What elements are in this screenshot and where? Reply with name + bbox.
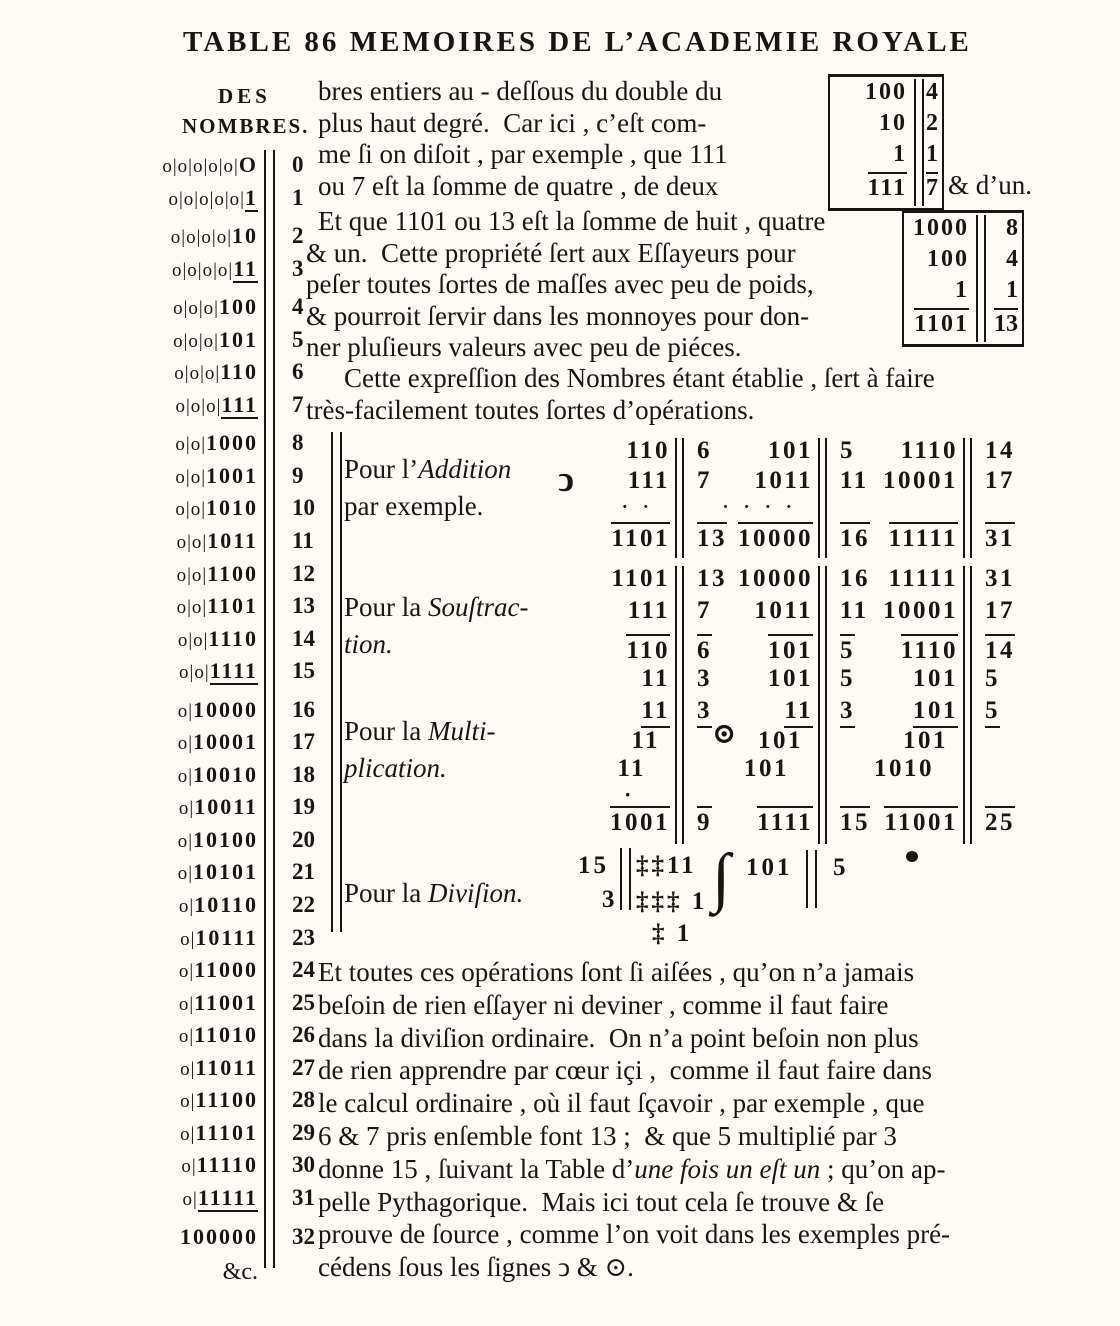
binary-cell: o|11000 xyxy=(178,957,258,983)
decimal-cell: 16 xyxy=(292,696,315,722)
text-line: le calcul ordinaire , où il faut ſçavoir , par exemple , que xyxy=(318,1088,925,1119)
division-dividend-decimal: 15 xyxy=(578,852,609,879)
binary-table-row xyxy=(130,658,336,691)
decimal-cell: 14 xyxy=(292,625,315,651)
binary-table-row xyxy=(130,528,336,561)
decimal-cell: 22 xyxy=(292,892,315,918)
subtraction-label: Pour la Souſtrac- xyxy=(344,592,529,622)
paragraph-operations xyxy=(306,363,935,426)
multiplication-example: 11 11 11 11 · 1001 3 3 9 xyxy=(560,666,752,844)
binary-cell: o|11101 xyxy=(180,1119,258,1145)
decimal-cell: 4 xyxy=(292,294,304,320)
decimal-cell: 13 xyxy=(986,308,1022,338)
double-rule xyxy=(818,438,827,558)
text-line: très-facilement toutes ſortes d’opérations. xyxy=(306,394,755,425)
double-rule xyxy=(963,666,972,844)
decimal-cell: 5 xyxy=(292,326,304,352)
decimal-cell: 6 xyxy=(292,359,304,385)
decimal-cell: 26 xyxy=(292,1022,315,1048)
double-rule xyxy=(914,110,924,141)
binary-table-row xyxy=(130,859,336,892)
binary-cell: 100 xyxy=(865,79,907,105)
binary-cell: o|o|1101 xyxy=(176,593,258,619)
binary-cell: o|10110 xyxy=(178,892,258,918)
double-rule xyxy=(976,277,986,308)
decimal-cell: 21 xyxy=(292,859,315,885)
etcetera-label: &c. xyxy=(222,1259,258,1286)
binary-table-row xyxy=(130,1022,336,1055)
binary-cell: o|10000 xyxy=(177,696,258,722)
binary-table-row xyxy=(130,152,336,185)
decimal-cell: 19 xyxy=(292,794,315,820)
text-line: 6 & 7 pris enſemble font 13 ; & que 5 multiplié par 3 xyxy=(318,1120,897,1151)
decimal-cell: 15 xyxy=(292,658,315,684)
double-rule xyxy=(818,666,827,844)
page-title: TABLE 86 MEMOIRES DE L’ACADEMIE ROYALE xyxy=(183,26,972,58)
paragraph-weights xyxy=(306,206,825,364)
binary-cell: o|o|1100 xyxy=(176,560,258,586)
decimal-cell: 1 xyxy=(292,184,304,210)
decimal-cell: 1 xyxy=(926,141,938,167)
table-result-row xyxy=(830,172,942,206)
binary-cell: 1 xyxy=(955,277,969,303)
binary-table-row xyxy=(130,1224,336,1257)
binary-table-row xyxy=(130,561,336,594)
division-double-rule xyxy=(620,848,631,910)
binary-cell: o|11111 xyxy=(182,1184,258,1210)
addition-example: 101 1011 · · · · 10000 5 11 16 xyxy=(700,438,895,558)
table-row xyxy=(830,79,942,110)
binary-cell: 1101 xyxy=(904,308,976,338)
binary-table-row xyxy=(130,957,336,990)
decimal-cell: 8 xyxy=(1006,215,1018,241)
binary-cell: o|o|o|111 xyxy=(175,391,258,417)
decimal-cell: 31 xyxy=(292,1184,315,1210)
decimal-cell: 10 xyxy=(292,495,315,521)
division-brace: ∫ xyxy=(712,841,731,914)
and-one-text: & d’un. xyxy=(948,170,1032,200)
binary-table-row xyxy=(130,1120,336,1153)
decimal-cell: 13 xyxy=(292,593,315,619)
binary-cell: 111 xyxy=(830,172,914,202)
double-rule xyxy=(976,246,986,277)
decimal-cell: 27 xyxy=(292,1054,315,1080)
division-work-row3: ‡ 1 xyxy=(652,920,693,947)
multiplication-example: 101 101 101 1010 11001 5 5 25 xyxy=(845,666,1040,844)
decimal-cell: 32 xyxy=(292,1223,315,1249)
text-line: plus haut degré. Car ici , c’eſt com- xyxy=(318,107,707,138)
binary-cell: 100 xyxy=(927,246,969,272)
binary-cell: o|10101 xyxy=(177,859,258,885)
binary-cell: o|o|1000 xyxy=(175,430,258,456)
addition-example: 110 111 · · 1101 6 7 13 xyxy=(560,438,752,558)
binary-cell: o|11001 xyxy=(178,989,258,1015)
text-line: ou 7 eſt la ſomme de quatre , de deux xyxy=(318,170,719,201)
binary-cell: o|o|1011 xyxy=(176,528,258,554)
double-rule xyxy=(976,308,986,342)
binary-table-row xyxy=(130,1087,336,1120)
binary-cell: o|o|o|o|11 xyxy=(171,255,258,281)
text-line: bres entiers au - deſſous du double du xyxy=(318,76,723,106)
text-line: Et toutes ces opérations ſont ſi aiſées , qu’on n’a jamais xyxy=(318,957,915,987)
text-line: dans la diviſion ordinaire. On n’a point beſoin non plus xyxy=(318,1022,919,1053)
table-result-row xyxy=(904,308,1022,342)
binary-table-row xyxy=(130,626,336,659)
double-rule xyxy=(675,438,684,558)
table-vertical-rule xyxy=(264,150,275,1268)
binary-table-row xyxy=(130,593,336,626)
binary-cell: o|o|o|101 xyxy=(173,326,258,352)
division-quotient-decimal: 5 xyxy=(833,854,849,881)
multiplication-label-line2: plication. xyxy=(344,753,447,783)
double-rule xyxy=(976,215,986,246)
binary-cell: o|o|1001 xyxy=(175,462,258,488)
binary-cell: o|o|o|100 xyxy=(173,294,258,320)
double-rule xyxy=(675,666,684,844)
decimal-cell: 29 xyxy=(292,1119,315,1145)
binary-table-row xyxy=(130,1055,336,1088)
division-work-row1: ‡‡11 xyxy=(636,852,697,879)
decimal-cell: 4 xyxy=(926,79,938,105)
text-line: & pourroit ſervir dans les monnoyes pour don- xyxy=(306,300,810,331)
binary-cell: o|10001 xyxy=(177,729,258,755)
table-row xyxy=(904,215,1022,246)
side-table-seven xyxy=(828,74,944,211)
double-rule xyxy=(818,566,827,670)
binary-cell: o|o|o|110 xyxy=(174,359,258,385)
text-line: Et que 1101 ou 13 eſt la ſomme de huit , quatre xyxy=(318,206,826,236)
addition-sign-icon: ↄ xyxy=(558,459,574,499)
text-line: cédens ſous les ſignes ↄ & ⊙. xyxy=(318,1252,634,1283)
decimal-cell: 2 xyxy=(292,223,304,249)
binary-table-row xyxy=(130,925,336,958)
double-rule xyxy=(914,79,924,110)
text-line: de rien apprendre par cœur içi , comme il faut faire dans xyxy=(318,1055,932,1086)
binary-cell: 100000 xyxy=(180,1223,258,1249)
binary-cell: o|o|1111 xyxy=(179,658,258,684)
binary-table-row xyxy=(130,827,336,860)
margin-title-des: DES xyxy=(218,84,271,108)
decimal-cell: 0 xyxy=(292,152,304,177)
table-row xyxy=(904,277,1022,308)
decimal-cell: 24 xyxy=(292,957,315,983)
binary-table-row xyxy=(130,892,336,925)
subtraction-example: 1101 111 110 13 7 6 xyxy=(560,566,752,670)
binary-table-row xyxy=(130,1185,336,1218)
decimal-cell: 18 xyxy=(292,761,315,787)
paragraph-intro xyxy=(318,76,728,202)
text-line: ner pluſieurs valeurs avec peu de piéces. xyxy=(306,332,742,363)
binary-cell: o|11010 xyxy=(178,1022,258,1048)
decimal-cell: 4 xyxy=(1006,246,1018,272)
decimal-cell: 12 xyxy=(292,560,315,586)
binary-cell: o|10011 xyxy=(178,794,258,820)
decimal-cell: 25 xyxy=(292,989,315,1015)
division-double-rule-2 xyxy=(806,850,817,908)
table-vertical-rule-right xyxy=(331,432,342,932)
decimal-cell: 2 xyxy=(926,110,938,136)
binary-cell: o|11100 xyxy=(180,1087,258,1113)
double-rule xyxy=(914,172,924,206)
binary-table-row xyxy=(130,1152,336,1185)
text-line: prouve de ſource , comme l’on voit dans les exemples pré- xyxy=(318,1219,951,1250)
subtraction-example: 10000 1011 101 16 11 5 xyxy=(700,566,895,670)
binary-table-row xyxy=(130,762,336,795)
multiplication-sign-icon: ⊙ xyxy=(712,718,737,750)
text-line: beſoin de rien eſſayer ni deviner , comme il faut faire xyxy=(318,989,889,1020)
double-rule xyxy=(963,566,972,670)
table-row xyxy=(830,110,942,141)
binary-cell: o|10111 xyxy=(180,924,258,950)
binary-cell: o|10100 xyxy=(177,826,258,852)
decimal-cell: 11 xyxy=(292,528,314,554)
double-rule xyxy=(675,566,684,670)
multiplication-example: 101 11 101 101 1111 5 3 15 xyxy=(700,666,895,844)
addition-example: 1110 10001 11111 14 17 31 xyxy=(845,438,1040,558)
decimal-cell: 9 xyxy=(292,462,304,488)
decimal-cell: 7 xyxy=(924,172,942,202)
binary-cell: o|o|1010 xyxy=(175,495,258,521)
binary-cell: o|10010 xyxy=(177,761,258,787)
binary-table-row xyxy=(130,990,336,1023)
decimal-cell: 28 xyxy=(292,1087,315,1113)
paragraph-conclusion xyxy=(318,956,950,1284)
decimal-cell: 7 xyxy=(292,391,304,417)
division-divisor-decimal: 3 xyxy=(602,886,618,913)
binary-table-row xyxy=(130,729,336,762)
binary-cell: 10 xyxy=(879,110,907,136)
binary-table-row xyxy=(130,794,336,827)
multiplication-label: Pour la Multi- xyxy=(344,716,496,746)
binary-cell: o|o|1110 xyxy=(177,625,258,651)
binary-cell: o|11110 xyxy=(181,1152,258,1178)
decimal-cell: 1 xyxy=(1006,277,1018,303)
binary-cell: o|o|o|o|o|1 xyxy=(168,184,258,210)
table-row xyxy=(904,246,1022,277)
binary-cell: o|o|o|o|10 xyxy=(170,223,258,249)
text-line: me ſi on diſoit , par exemple , que 111 xyxy=(318,139,728,170)
division-work-row2: ‡‡‡ 1 xyxy=(636,888,708,915)
text-line: pelle Pythagorique. Mais ici tout cela ſe trouve & ſe xyxy=(318,1186,885,1217)
decimal-cell: 30 xyxy=(292,1152,315,1178)
binary-table-row xyxy=(130,697,336,730)
binary-table-row xyxy=(130,495,336,528)
addition-label-line2: par exemple. xyxy=(344,491,484,521)
division-quotient-binary: 101 xyxy=(746,854,793,881)
subtraction-label-line2: tion. xyxy=(344,629,393,659)
text-line: & un. Cette propriété ſert aux Eſſayeurs pour xyxy=(306,237,796,268)
margin-title-nombres: NOMBRES. xyxy=(182,114,310,138)
text-line: Cette expreſſion des Nombres étant établie , ſert à faire xyxy=(344,363,935,393)
double-rule xyxy=(914,141,924,172)
addition-label: Pour l’Addition xyxy=(344,454,512,484)
binary-cell: o|o|o|o|o|O xyxy=(162,152,258,177)
text-line: peſer toutes ſortes de maſſes avec peu de poids, xyxy=(306,269,814,300)
binary-cell: 1000 xyxy=(913,215,969,241)
division-label: Pour la Diviſion. xyxy=(344,878,524,908)
side-table-thirteen xyxy=(902,210,1024,347)
decimal-cell: 3 xyxy=(292,255,304,281)
table-row xyxy=(830,141,942,172)
binary-cell: 1 xyxy=(893,141,907,167)
binary-cell: o|11011 xyxy=(180,1054,258,1080)
decimal-cell: 17 xyxy=(292,729,315,755)
decimal-cell: 8 xyxy=(292,430,304,456)
ink-dot xyxy=(906,851,918,862)
decimal-cell: 20 xyxy=(292,826,315,852)
decimal-cell: 23 xyxy=(292,924,315,950)
binary-table-row xyxy=(130,463,336,496)
text-line: donne 15 , ſuivant la Table d’une fois un eſt un ; qu’on ap- xyxy=(318,1153,946,1184)
binary-table-row xyxy=(130,430,336,463)
subtraction-example: 11111 10001 1110 31 17 14 xyxy=(845,566,1040,670)
double-rule xyxy=(963,438,972,558)
